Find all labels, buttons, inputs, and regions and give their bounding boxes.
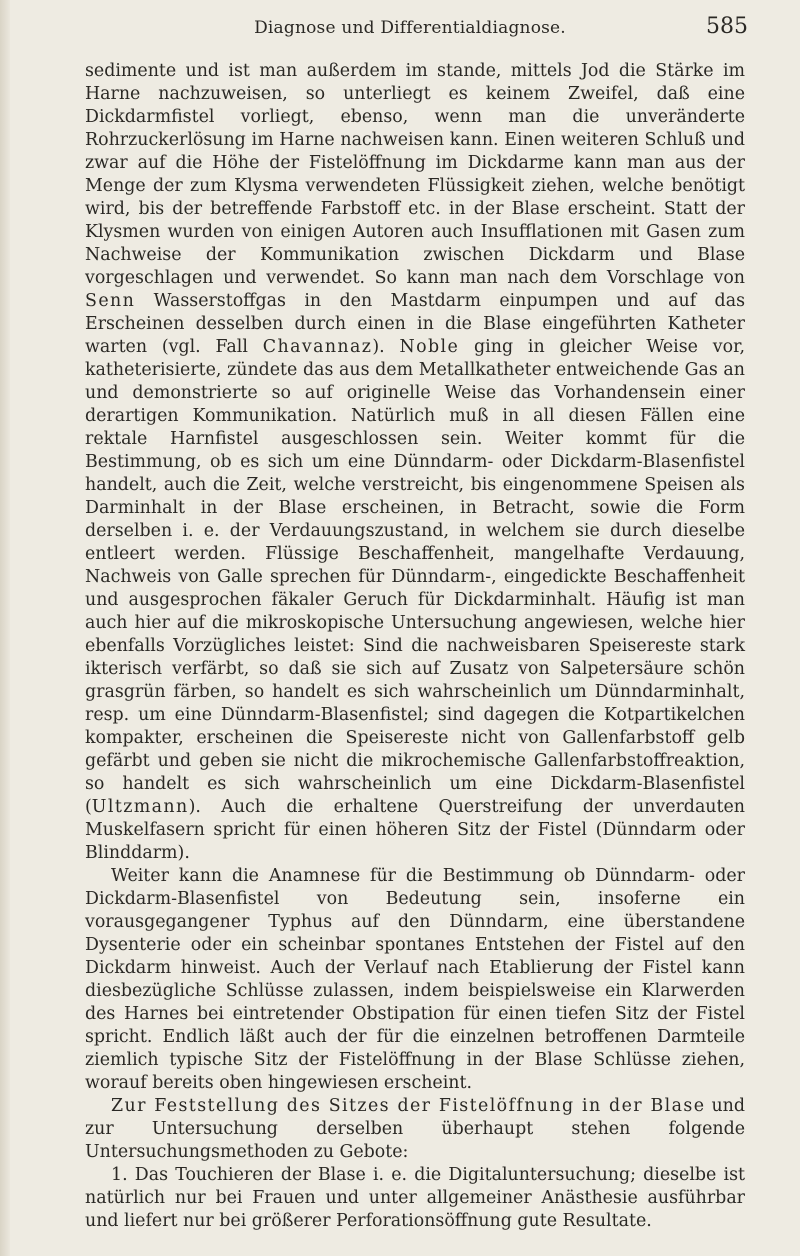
spaced-emphasis: Senn [85,291,136,311]
spaced-emphasis: Ultzmann [91,797,189,817]
text-run: ). [372,337,400,357]
spaced-emphasis: Chavannaz [262,337,373,357]
body-text [85,60,745,1233]
text-run: und zur Untersuchung derselben überhaupt stehen folgende Untersuchungsmethoden zu Gebote: [85,1096,745,1162]
page-edge [0,0,10,1256]
text-run: 1. Das Touchieren der Blase i. e. die Digitaluntersuchung; dieselbe ist natürlich nur bei Frauen und unter allgemeiner Anästhesie ausführbar und liefert nur bei größerer Perforationsöffnung gute Resultate. [85,1165,745,1231]
paragraph [85,1164,745,1233]
paragraph [85,865,745,1095]
page-header [60,14,760,48]
text-run: Weiter kann die Anamnese für die Bestimmung ob Dünndarm- oder Dickdarm-Blasenfistel von Bedeutung sein, insoferne ein vorausgegangener Typhus auf den Dünndarm, eine überstandene Dysenterie oder ein scheinbar spontanes Entstehen der Fistel auf den Dickdarm hinweist. Auch der Verlauf nach Etablierung der Fistel kann diesbezügliche Schlüsse zulassen, indem beispielsweise ein Klarwerden des Harnes bei eintretender Obstipation für einen tiefen Sitz der Fistel spricht. Endlich läßt auch der für die einzelnen betroffenen Darmteile ziemlich typische Sitz der Fistelöffnung in der Blase Schlüsse ziehen, worauf bereits oben hingewiesen erscheint. [85,866,745,1093]
text-run: ging in gleicher Weise vor, katheterisierte, zündete das aus dem Metallkatheter entweichende Gas an und demonstrierte so auf originelle Weise das Vorhandensein einer derartigen Kommunikation. Natürlich muß in all diesen Fällen eine rektale Harnfistel ausgeschlossen sein. Weiter kommt für die Bestimmung, ob es sich um eine Dünndarm- oder Dickdarm-Blasenfistel handelt, auch die Zeit, welche verstreicht, bis eingenommene Speisen als Darminhalt in der Blase erscheinen, in Betracht, sowie die Form derselben i. e. der Verdauungszustand, in welchem sie durch dieselbe entleert werden. Flüssige Beschaffenheit, mangelhafte Verdauung, Nachweis von Galle sprechen für Dünndarm-, eingedickte Beschaffenheit und ausgesprochen fäkaler Geruch für Dickdarminhalt. Häufig ist man auch hier auf die mikroskopische Untersuchung angewiesen, welche hier ebenfalls Vorzügliches leistet: Sind die nachweisbaren Speisereste stark ikterisch verfärbt, so daß sie sich auf Zusatz von Salpetersäure schön grasgrün färben, so handelt es sich wahrscheinlich um Dünndarminhalt, resp. um eine Dünndarm-Blasenfistel; sind dagegen die Kotpartikelchen kompakter, erscheinen die Speisereste nicht von Gallenfarbstoff gelb gefärbt und geben sie nicht die mikrochemische Gallenfarbstoffreaktion, so handelt es sich wahrscheinlich um eine Dickdarm-Blasenfistel ( [85,337,746,817]
text-run: sedimente und ist man außerdem im stande, mittels Jod die Stärke im Harne nachzuweisen, so unterliegt es keinem Zweifel, daß eine Dickdarmfistel vorliegt, ebenso, wenn man die unveränderte Rohrzuckerlösung im Harne nachweisen kann. Einen weiteren Schluß und zwar auf die Höhe der Fistelöffnung im Dickdarme kann man aus der Menge der zum Klysma verwendeten Flüssigkeit ziehen, welche benötigt wird, bis der betreffende Farbstoff etc. in der Blase erscheint. Statt der Klysmen wurden von einigen Autoren auch Insufflationen mit Gasen zum Nachweise der Kommunikation zwischen Dickdarm und Blase vorgeschlagen und verwendet. So kann man nach dem Vorschlage von [85,61,745,288]
paragraph [85,1095,745,1164]
paragraph [85,60,745,865]
running-head: Diagnose und Differentialdiagnose. [254,18,566,38]
text-run: Wasserstoffgas in den Mastdarm einpumpen und auf das Erscheinen desselben durch einen in die Blase eingeführten Katheter warten (vgl. Fall [85,291,745,357]
spaced-emphasis: Zur Feststellung des Sitzes der Fistelöffnung in der Blase [111,1096,706,1116]
page-number: 585 [706,14,748,39]
text-run: ). Auch die erhaltene Querstreifung der unverdauten Muskelfasern spricht für einen höheren Sitz der Fistel (Dünndarm oder Blinddarm). [85,797,745,863]
spaced-emphasis: Noble [399,337,460,357]
